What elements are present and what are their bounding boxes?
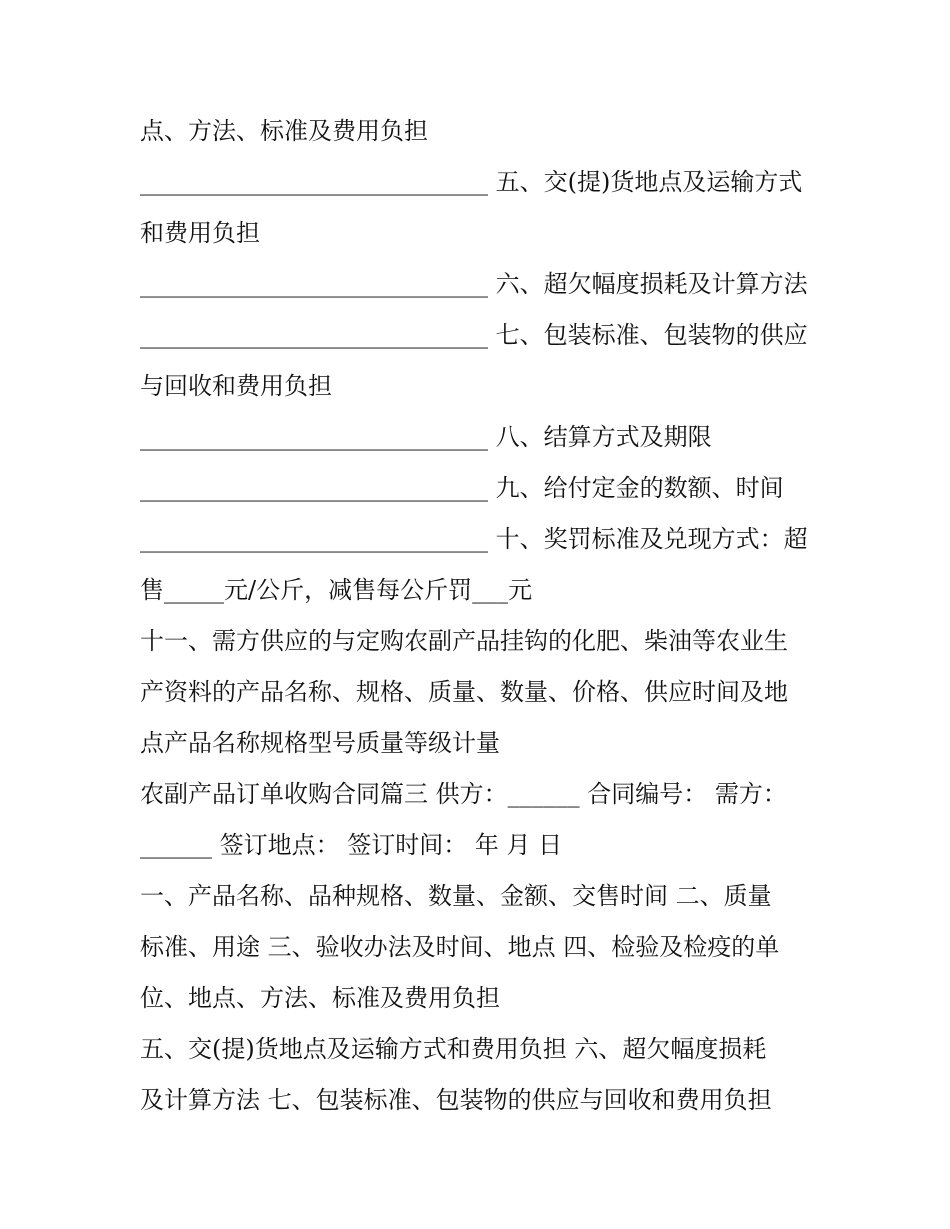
text-line: 售_____元/公斤，减售每公斤罚___元 xyxy=(140,576,533,604)
text-line: 十一、需方供应的与定购农副产品挂钩的化肥、柴油等农业生 xyxy=(140,627,788,655)
text-line: 及计算方法 七、包装标准、包装物的供应与回收和费用负担 xyxy=(140,1086,772,1114)
contract-text-body xyxy=(140,106,820,1126)
text-line: 产资料的产品名称、规格、质量、数量、价格、供应时间及地 xyxy=(140,678,788,706)
text-line: 位、地点、方法、标准及费用负担 xyxy=(140,984,500,1012)
text-line: _____________________________ 五、交(提)货地点及运输方式 xyxy=(140,168,803,196)
text-line: _____________________________ 八、结算方式及期限 xyxy=(140,423,712,451)
text-line: 农副产品订单收购合同篇三 供方：______ 合同编号： 需方： xyxy=(140,780,787,808)
text-line: 五、交(提)货地点及运输方式和费用负担 六、超欠幅度损耗 xyxy=(140,1035,767,1063)
text-line: 点、方法、标准及费用负担 xyxy=(140,117,428,145)
text-line: 一、产品名称、品种规格、数量、金额、交售时间 二、质量 xyxy=(140,882,772,910)
text-line: 和费用负担 xyxy=(140,219,260,247)
text-line: _____________________________ 九、给付定金的数额、时间 xyxy=(140,474,784,502)
text-line: ______ 签订地点： 签订时间： 年 月 日 xyxy=(140,831,563,859)
text-line: _____________________________ 十、奖罚标准及兑现方式：超 xyxy=(140,525,808,553)
text-line: _____________________________ 六、超欠幅度损耗及计算方法 xyxy=(140,270,808,298)
text-line: 与回收和费用负担 xyxy=(140,372,332,400)
text-line: 点产品名称规格型号质量等级计量 xyxy=(140,729,500,757)
text-line: _____________________________ 七、包装标准、包装物的供应 xyxy=(140,321,808,349)
text-line: 标准、用途 三、验收办法及时间、地点 四、检验及检疫的单 xyxy=(140,933,780,961)
